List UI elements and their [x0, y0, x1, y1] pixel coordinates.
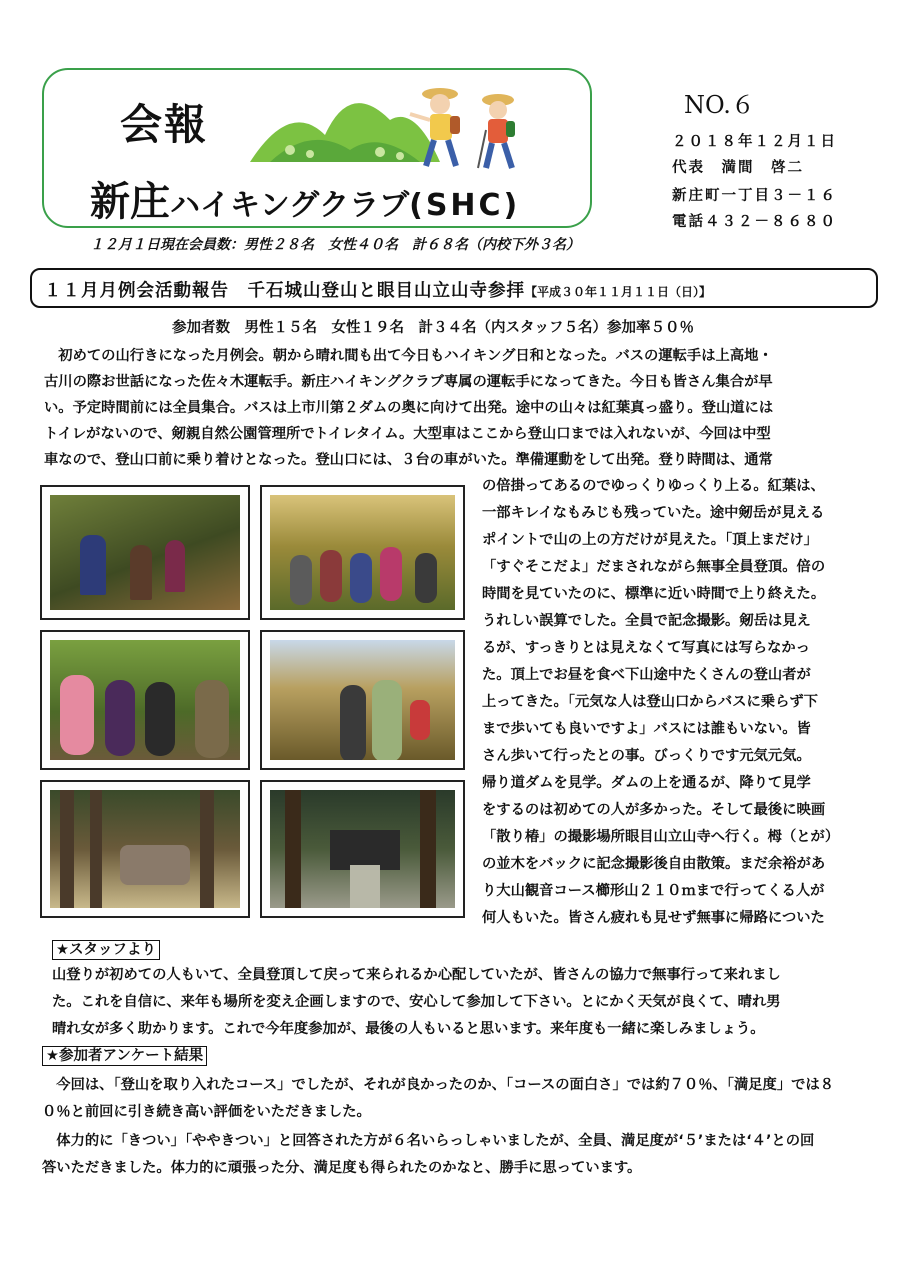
club-name-kanji: 新庄	[90, 179, 170, 225]
report-line: り大山観音コース櫛形山２１０ｍまで行ってくる人が	[482, 883, 825, 899]
report-line: 車なので、登山口前に乗り着けとなった。登山口には、３台の車がいた。準備運動をして出発。登り時間は、通常	[44, 452, 773, 468]
report-line: 上ってきた。「元気な人は登山口からバスに乗らず下	[482, 694, 818, 710]
survey-line: 今回は、「登山を取り入れたコース」でしたが、それが良かったのか、「コースの面白さ」では約７０％、「満足度」では８	[42, 1077, 835, 1093]
participant-summary: 参加者数 男性１５名 女性１９名 計３４名（内スタッフ５名）参加率５０％	[172, 320, 694, 336]
report-title	[44, 277, 711, 302]
staff-heading: ★スタッフより	[52, 940, 160, 960]
report-line: トイレがないので、剱親自然公園管理所でトイレタイム。大型車はここから登山口までは入れないが、今回は中型	[44, 426, 771, 442]
report-line: の倍掛ってあるのでゆっくりゆっくり上る。紅葉は、	[482, 478, 825, 494]
hikers-walking-photo	[40, 630, 250, 770]
cedar-avenue-group-photo	[40, 780, 250, 918]
report-line: 何人もいた。皆さん疲れも見せず無事に帰路についた	[482, 910, 825, 926]
temple-gate-photo	[260, 780, 465, 918]
issue-date: ２０１８年１２月１日	[672, 134, 837, 150]
hikers-among-autumn-trees-photo	[260, 630, 465, 770]
member-count: １２月１日現在会員数：男性２８名 女性４０名 計６８名（内校下外３名）	[90, 237, 580, 253]
report-line: 「散り椿」の撮影場所眼目山立山寺へ行く。栂（とが）	[482, 829, 840, 845]
club-abbreviation: (SHC)	[409, 188, 521, 223]
report-line: 古川の際お世話になった佐々木運転手。新庄ハイキングクラブ専属の運転手になってきた。今日も皆さん集合が早	[44, 374, 773, 390]
report-title-text: １１月月例会活動報告 千石城山登山と眼目山立山寺参拝	[44, 281, 525, 301]
report-line: うれしい誤算でした。全員で記念撮影。剱岳は見え	[482, 613, 811, 629]
report-line: 「すぐそこだよ」だまされながら無事全員登頂。倍の	[482, 559, 826, 575]
address: 新庄町一丁目３－１６	[672, 188, 837, 204]
newsletter-label: 会報	[120, 100, 209, 149]
issue-number: NO.６	[684, 91, 755, 119]
report-line: をするのは初めての人が多かった。そして最後に映画	[482, 802, 826, 818]
survey-line: ０％と前回に引き続き高い評価をいただきました。	[42, 1104, 371, 1120]
report-line: 一部キレイなもみじも残っていた。途中剱岳が見える	[482, 505, 825, 521]
club-name	[90, 170, 520, 227]
staff-line: 山登りが初めての人もいて、全員登頂して戻って来られるか心配していたが、皆さんの協力で無事行って来れまし	[52, 967, 781, 983]
hikers-on-trail-photo	[40, 485, 250, 620]
survey-line: 答いただきました。体力的に頑張った分、満足度も得られたのかなと、勝手に思っています。	[42, 1160, 642, 1176]
staff-line: 晴れ女が多く助かります。これで今年度参加が、最後の人もいると思います。来年度も一緒に楽しみましょう。	[52, 1021, 765, 1037]
report-line: 初めての山行きになった月例会。朝から晴れ間も出て今日もハイキング日和となった。バスの運転手は上高地・	[44, 348, 773, 364]
report-line: い。予定時間前には全員集合。バスは上市川第２ダムの奥に向けて出発。途中の山々は紅葉真っ盛り。登山道には	[44, 400, 774, 416]
report-line: の並木をバックに記念撮影後自由散策。まだ余裕があ	[482, 856, 826, 872]
survey-line: 体力的に「きつい」「ややきつい」と回答された方が６名いらっしゃいましたが、全員、満足度が‘５’または‘４’との回	[42, 1133, 815, 1149]
report-line: さん歩いて行ったとの事。びっくりです元気元気。	[482, 748, 811, 764]
report-line: た。頂上でお昼を食べ下山途中たくさんの登山者が	[482, 667, 811, 683]
group-on-summit-photo	[260, 485, 465, 620]
report-line: ポイントで山の上の方だけが見えた。「頂上まだけ」	[482, 532, 818, 548]
hiking-illustration	[250, 80, 550, 170]
report-line: 時間を見ていたのに、標準に近い時間で上り終えた。	[482, 586, 826, 602]
survey-heading: ★参加者アンケート結果	[42, 1046, 207, 1066]
club-name-kana: ハイキングクラブ	[170, 188, 410, 223]
report-date: 【平成３０年１１月１１日（日）】	[525, 285, 712, 299]
report-line: まで歩いても良いですよ」バスには誰もいない。皆	[482, 721, 811, 737]
report-line: るが、すっきりとは見えなくて写真には写らなかっ	[482, 640, 810, 656]
phone: 電話４３２－８６８０	[672, 214, 837, 230]
report-line: 帰り道ダムを見学。ダムの上を通るが、降りて見学	[482, 775, 811, 791]
representative: 代表 満間 啓二	[672, 160, 804, 176]
staff-line: た。これを自信に、来年も場所を変え企画しますので、安心して参加して下さい。とにかく天気が良くて、晴れ男	[52, 994, 781, 1010]
